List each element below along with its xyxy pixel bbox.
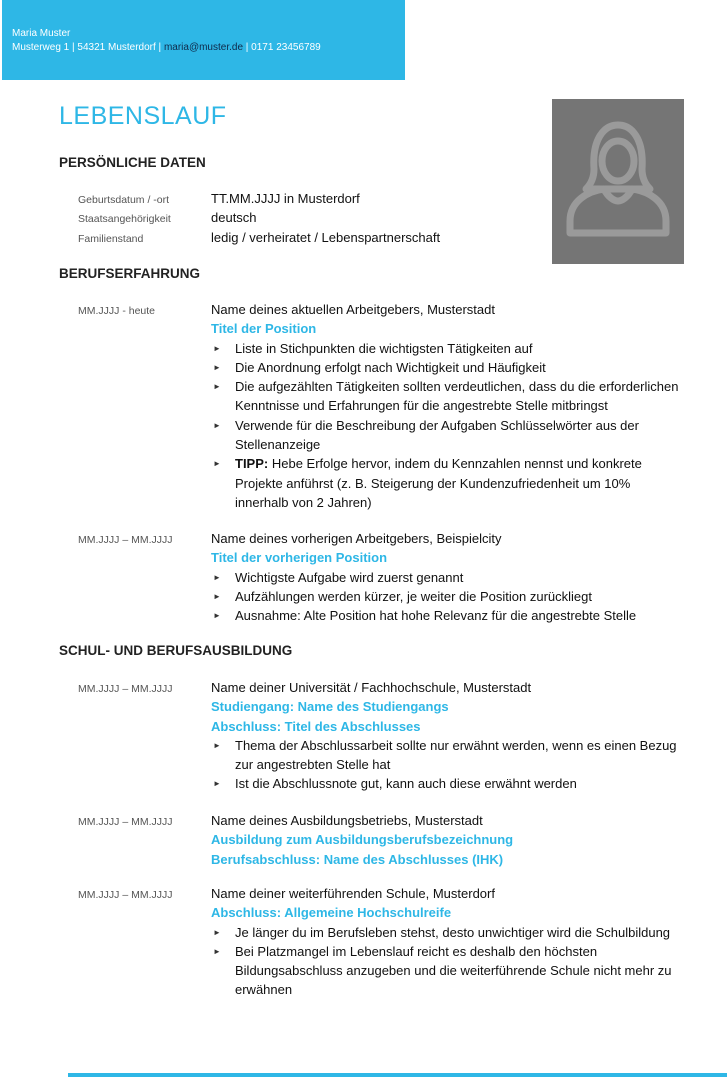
triangle-bullet-icon: ► bbox=[213, 343, 221, 353]
triangle-bullet-icon: ► bbox=[213, 611, 221, 621]
triangle-bullet-icon: ► bbox=[213, 740, 221, 750]
label-marital-status: Familienstand bbox=[78, 233, 144, 245]
list-item: ► Die aufgezählten Tätigkeiten sollten verdeutlichen, dass du die erforderlichen Kenntnisse und Erfahrungen für die angestrebte Stelle mitbringst bbox=[213, 379, 679, 414]
task-list bbox=[211, 339, 711, 513]
education-detail: Abschluss: Allgemeine Hochschulreife bbox=[211, 905, 452, 921]
experience-entry bbox=[211, 300, 711, 512]
education-detail: Berufsabschluss: Name des Abschlusses (IHK) bbox=[211, 851, 504, 867]
experience-date: MM.JJJJ – MM.JJJJ bbox=[78, 534, 173, 546]
triangle-bullet-icon: ► bbox=[213, 382, 221, 392]
list-item: ► Thema der Abschlussarbeit sollte nur erwähnt werden, wenn es einen Bezug zur angestrebten Stelle hat bbox=[213, 737, 677, 773]
list-item: ► Ausnahme: Alte Position hat hohe Relevanz für die angestrebte Stelle bbox=[211, 606, 711, 625]
employer-name: Name deines vorherigen Arbeitgebers, Beispielcity bbox=[211, 531, 502, 546]
list-item: ► Liste in Stichpunkten die wichtigsten Tätigkeiten auf bbox=[211, 339, 711, 358]
institution-name: Name deiner weiterführenden Schule, Musterdorf bbox=[211, 886, 495, 901]
list-item: ► Wichtigste Aufgabe wird zuerst genannt bbox=[211, 568, 711, 587]
list-item: ► Je länger du im Berufsleben stehst, desto unwichtiger wird die Schulbildung bbox=[211, 923, 711, 942]
list-item: ► Verwende für die Beschreibung der Aufgaben Schlüsselwörter aus der Stellenanzeige bbox=[213, 417, 639, 453]
position-title: Titel der Position bbox=[211, 321, 317, 337]
value-nationality: deutsch bbox=[211, 210, 257, 225]
section-heading-personal: PERSÖNLICHE DATEN bbox=[59, 155, 206, 170]
list-item: ► Aufzählungen werden kürzer, je weiter die Position zurückliegt bbox=[211, 587, 711, 606]
task-list bbox=[211, 568, 711, 626]
education-entry bbox=[211, 884, 711, 1000]
education-entry bbox=[211, 811, 711, 869]
label-birth: Geburtsdatum / -ort bbox=[78, 194, 170, 206]
header-phone: | 0171 23456789 bbox=[243, 42, 321, 53]
header-address: Musterweg 1 | 54321 Musterdorf | bbox=[12, 42, 164, 53]
header-name: Maria Muster bbox=[12, 28, 71, 39]
triangle-bullet-icon: ► bbox=[213, 779, 221, 789]
section-heading-education: SCHUL- UND BERUFSAUSBILDUNG bbox=[59, 643, 293, 658]
footer-line bbox=[68, 1073, 727, 1077]
education-notes bbox=[211, 923, 711, 1000]
experience-entry bbox=[211, 529, 711, 625]
education-date: MM.JJJJ – MM.JJJJ bbox=[78, 683, 173, 695]
education-date: MM.JJJJ – MM.JJJJ bbox=[78, 889, 173, 901]
person-placeholder-icon bbox=[552, 99, 684, 264]
value-birth: TT.MM.JJJJ in Musterdorf bbox=[211, 191, 360, 206]
experience-date: MM.JJJJ - heute bbox=[78, 305, 156, 317]
education-notes bbox=[211, 736, 711, 794]
header-band bbox=[2, 0, 405, 80]
education-date: MM.JJJJ – MM.JJJJ bbox=[78, 816, 173, 828]
triangle-bullet-icon: ► bbox=[213, 946, 221, 956]
list-item: ► TIPP: Hebe Erfolge hervor, indem du Kennzahlen nennst und konkrete Projekte anführst (z. B. Steigerung der Kundenzufriedenheit um 10% innerhalb von 2 Jahren) bbox=[213, 456, 642, 510]
institution-name: Name deines Ausbildungsbetriebs, Musterstadt bbox=[211, 813, 483, 828]
triangle-bullet-icon: ► bbox=[213, 927, 221, 937]
label-nationality: Staatsangehörigkeit bbox=[78, 213, 171, 225]
header-contact bbox=[12, 42, 321, 53]
employer-name: Name deines aktuellen Arbeitgebers, Musterstadt bbox=[211, 302, 495, 317]
page-title: LEBENSLAUF bbox=[59, 102, 227, 130]
list-item: ► Bei Platzmangel im Lebenslauf reicht es deshalb den höchsten Bildungsabschluss anzugeben und die weiterführende Schule nicht mehr zu erwähnen bbox=[213, 943, 672, 998]
tip-label: TIPP: bbox=[235, 456, 269, 472]
triangle-bullet-icon: ► bbox=[213, 420, 221, 430]
list-item: ► Ist die Abschlussnote gut, kann auch diese erwähnt werden bbox=[211, 774, 711, 793]
list-item: ► Die Anordnung erfolgt nach Wichtigkeit und Häufigkeit bbox=[211, 358, 711, 377]
education-entry bbox=[211, 678, 711, 794]
education-detail: Abschluss: Titel des Abschlusses bbox=[211, 718, 421, 734]
triangle-bullet-icon: ► bbox=[213, 362, 221, 372]
education-detail: Ausbildung zum Ausbildungsberufsbezeichnung bbox=[211, 832, 514, 848]
value-marital-status: ledig / verheiratet / Lebenspartnerschaft bbox=[211, 230, 441, 245]
triangle-bullet-icon: ► bbox=[213, 591, 221, 601]
triangle-bullet-icon: ► bbox=[213, 572, 221, 582]
institution-name: Name deiner Universität / Fachhochschule, Musterstadt bbox=[211, 680, 532, 695]
profile-photo bbox=[552, 99, 684, 264]
header-email-link[interactable]: maria@muster.de bbox=[163, 42, 244, 53]
triangle-bullet-icon: ► bbox=[213, 459, 221, 469]
section-heading-experience: BERUFSERFAHRUNG bbox=[59, 266, 201, 281]
education-detail: Studiengang: Name des Studiengangs bbox=[211, 699, 449, 715]
position-title: Titel der vorherigen Position bbox=[211, 550, 388, 566]
